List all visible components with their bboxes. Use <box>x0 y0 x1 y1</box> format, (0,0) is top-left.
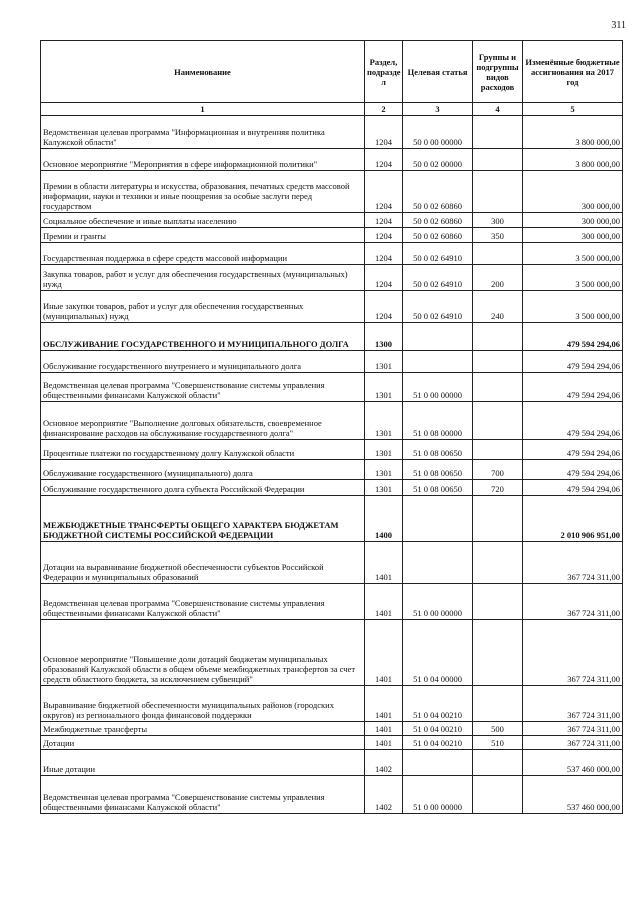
table-row <box>41 722 623 736</box>
cell-name: Дотации <box>41 736 365 750</box>
cell-name: Ведомственная целевая программа "Информационная и внутренняя политика Калужской области" <box>41 116 365 149</box>
cell-section: 1204 <box>365 213 403 228</box>
cell-amount: 3 500 000,00 <box>523 291 623 323</box>
cell-section: 1402 <box>365 776 403 814</box>
cell-section: 1301 <box>365 460 403 480</box>
cell-group <box>473 171 523 213</box>
cell-group: 200 <box>473 265 523 291</box>
cell-amount: 537 460 000,00 <box>523 750 623 776</box>
cell-name: Основное мероприятие "Выполнение долговых обязательств, своевременное финансирование расходов на обслуживание государственного долга" <box>41 402 365 440</box>
cell-amount: 367 724 311,00 <box>523 584 623 620</box>
cell-amount: 479 594 294,06 <box>523 440 623 460</box>
cell-name: Закупка товаров, работ и услуг для обеспечения государственных (муниципальных) нужд <box>41 265 365 291</box>
cell-group: 300 <box>473 213 523 228</box>
table-row <box>41 776 623 814</box>
cell-target <box>403 351 473 373</box>
cell-name: Процентные платежи по государственному долгу Калужской области <box>41 440 365 460</box>
column-number: 4 <box>473 103 523 116</box>
cell-section: 1301 <box>365 351 403 373</box>
cell-name: Ведомственная целевая программа "Совершенствование системы управления общественными финансами Калужской области" <box>41 584 365 620</box>
cell-section: 1401 <box>365 542 403 584</box>
cell-group <box>473 620 523 686</box>
cell-amount: 537 460 000,00 <box>523 776 623 814</box>
cell-target: 51 0 08 00650 <box>403 480 473 496</box>
cell-name: Основное мероприятие "Повышение доли дотаций бюджетам муниципальных образований Калужской области в общем объеме межбюджетных трансфертов за счет средств областного бюджета, за исключением субвенций" <box>41 620 365 686</box>
cell-amount: 3 500 000,00 <box>523 243 623 265</box>
cell-amount: 367 724 311,00 <box>523 620 623 686</box>
cell-section: 1204 <box>365 228 403 243</box>
cell-name: Выравнивание бюджетной обеспеченности муниципальных районов (городских округов) из регионального фонда финансовой поддержки <box>41 686 365 722</box>
cell-section: 1401 <box>365 620 403 686</box>
cell-section: 1301 <box>365 480 403 496</box>
cell-section: 1301 <box>365 440 403 460</box>
page-number: 311 <box>611 20 626 31</box>
cell-target: 50 0 02 64910 <box>403 291 473 323</box>
cell-amount: 367 724 311,00 <box>523 542 623 584</box>
cell-section: 1204 <box>365 149 403 171</box>
table-row <box>41 373 623 402</box>
cell-amount: 367 724 311,00 <box>523 686 623 722</box>
cell-group <box>473 686 523 722</box>
cell-amount: 479 594 294,06 <box>523 351 623 373</box>
cell-target <box>403 323 473 351</box>
cell-name: Премии в области литературы и искусства, образования, печатных средств массовой информации, науки и техники и иные поощрения за особые заслуги перед государством <box>41 171 365 213</box>
table-row <box>41 171 623 213</box>
cell-group: 350 <box>473 228 523 243</box>
cell-amount: 300 000,00 <box>523 213 623 228</box>
cell-group <box>473 323 523 351</box>
header-group: Группы и подгруппы видов расходов <box>473 41 523 103</box>
table-row <box>41 686 623 722</box>
cell-section: 1300 <box>365 323 403 351</box>
cell-section: 1204 <box>365 243 403 265</box>
table-row <box>41 228 623 243</box>
cell-group: 700 <box>473 460 523 480</box>
cell-amount: 3 800 000,00 <box>523 116 623 149</box>
cell-amount: 367 724 311,00 <box>523 736 623 750</box>
table-row <box>41 736 623 750</box>
table-row <box>41 243 623 265</box>
cell-target: 50 0 02 60860 <box>403 171 473 213</box>
cell-name: Обслуживание государственного (муниципального) долга <box>41 460 365 480</box>
cell-group <box>473 351 523 373</box>
cell-target: 51 0 08 00650 <box>403 460 473 480</box>
cell-target <box>403 542 473 584</box>
cell-name: Обслуживание государственного долга субъекта Российской Федерации <box>41 480 365 496</box>
cell-target <box>403 496 473 542</box>
cell-section: 1204 <box>365 171 403 213</box>
cell-section: 1400 <box>365 496 403 542</box>
cell-target: 50 0 02 64910 <box>403 243 473 265</box>
cell-group <box>473 440 523 460</box>
cell-name: МЕЖБЮДЖЕТНЫЕ ТРАНСФЕРТЫ ОБЩЕГО ХАРАКТЕРА БЮДЖЕТАМ БЮДЖЕТНОЙ СИСТЕМЫ РОССИЙСКОЙ ФЕДЕРАЦИИ <box>41 496 365 542</box>
table-row <box>41 291 623 323</box>
cell-name: Ведомственная целевая программа "Совершенствование системы управления общественными финансами Калужской области" <box>41 776 365 814</box>
cell-name: Обслуживание государственного внутреннего и муниципального долга <box>41 351 365 373</box>
column-number: 5 <box>523 103 623 116</box>
cell-group: 720 <box>473 480 523 496</box>
cell-target: 51 0 04 00210 <box>403 736 473 750</box>
cell-name: Иные закупки товаров, работ и услуг для обеспечения государственных (муниципальных) нужд <box>41 291 365 323</box>
cell-target: 51 0 04 00210 <box>403 686 473 722</box>
cell-name: Иные дотации <box>41 750 365 776</box>
header-row <box>41 41 623 103</box>
cell-group: 510 <box>473 736 523 750</box>
table-row <box>41 402 623 440</box>
cell-amount: 479 594 294,06 <box>523 323 623 351</box>
table-row <box>41 496 623 542</box>
cell-section: 1401 <box>365 584 403 620</box>
cell-group <box>473 402 523 440</box>
cell-amount: 2 010 906 951,00 <box>523 496 623 542</box>
cell-group <box>473 776 523 814</box>
table-row <box>41 620 623 686</box>
cell-amount: 479 594 294,06 <box>523 480 623 496</box>
cell-target: 51 0 08 00000 <box>403 402 473 440</box>
cell-group <box>473 243 523 265</box>
cell-group: 240 <box>473 291 523 323</box>
cell-section: 1301 <box>365 373 403 402</box>
cell-name: Социальное обеспечение и иные выплаты населению <box>41 213 365 228</box>
cell-section: 1301 <box>365 402 403 440</box>
cell-section: 1204 <box>365 116 403 149</box>
table-row <box>41 213 623 228</box>
cell-amount: 479 594 294,06 <box>523 402 623 440</box>
cell-section: 1204 <box>365 291 403 323</box>
cell-group <box>473 373 523 402</box>
cell-target: 51 0 08 00650 <box>403 440 473 460</box>
column-number: 1 <box>41 103 365 116</box>
header-name: Наименование <box>41 41 365 103</box>
cell-group <box>473 750 523 776</box>
cell-target: 50 0 02 64910 <box>403 265 473 291</box>
cell-target: 51 0 00 00000 <box>403 373 473 402</box>
table-row <box>41 116 623 149</box>
table-row <box>41 351 623 373</box>
cell-amount: 3 500 000,00 <box>523 265 623 291</box>
table-row <box>41 323 623 351</box>
table-row <box>41 542 623 584</box>
cell-name: Дотации на выравнивание бюджетной обеспеченности субъектов Российской Федерации и муниципальных образований <box>41 542 365 584</box>
cell-target: 50 0 00 00000 <box>403 116 473 149</box>
cell-amount: 300 000,00 <box>523 228 623 243</box>
table-row <box>41 440 623 460</box>
cell-group <box>473 542 523 584</box>
cell-name: ОБСЛУЖИВАНИЕ ГОСУДАРСТВЕННОГО И МУНИЦИПАЛЬНОГО ДОЛГА <box>41 323 365 351</box>
table-row <box>41 750 623 776</box>
budget-table <box>40 40 623 814</box>
cell-amount: 300 000,00 <box>523 171 623 213</box>
cell-target: 50 0 02 60860 <box>403 228 473 243</box>
cell-name: Основное мероприятие "Мероприятия в сфере информационной политики" <box>41 149 365 171</box>
column-number: 3 <box>403 103 473 116</box>
table-row <box>41 480 623 496</box>
cell-target: 51 0 00 00000 <box>403 776 473 814</box>
cell-group <box>473 584 523 620</box>
column-number-row <box>41 103 623 116</box>
table-row <box>41 149 623 171</box>
cell-section: 1401 <box>365 736 403 750</box>
table-row <box>41 265 623 291</box>
table-row <box>41 584 623 620</box>
cell-target: 51 0 04 00210 <box>403 722 473 736</box>
cell-name: Государственная поддержка в сфере средств массовой информации <box>41 243 365 265</box>
cell-group <box>473 496 523 542</box>
table-row <box>41 460 623 480</box>
cell-amount: 479 594 294,06 <box>523 460 623 480</box>
cell-name: Межбюджетные трансферты <box>41 722 365 736</box>
cell-group: 500 <box>473 722 523 736</box>
header-amount: Изменённые бюджетные ассигнования на 2017 год <box>523 41 623 103</box>
cell-section: 1402 <box>365 750 403 776</box>
cell-amount: 367 724 311,00 <box>523 722 623 736</box>
cell-name: Ведомственная целевая программа "Совершенствование системы управления общественными финансами Калужской области" <box>41 373 365 402</box>
cell-amount: 479 594 294,06 <box>523 373 623 402</box>
cell-section: 1401 <box>365 722 403 736</box>
header-target: Целевая статья <box>403 41 473 103</box>
cell-name: Премии и гранты <box>41 228 365 243</box>
cell-target <box>403 750 473 776</box>
cell-group <box>473 116 523 149</box>
header-section: Раздел, подразде л <box>365 41 403 103</box>
column-number: 2 <box>365 103 403 116</box>
cell-target: 50 0 02 00000 <box>403 149 473 171</box>
cell-amount: 3 800 000,00 <box>523 149 623 171</box>
cell-section: 1204 <box>365 265 403 291</box>
cell-target: 50 0 02 60860 <box>403 213 473 228</box>
cell-target: 51 0 04 00000 <box>403 620 473 686</box>
cell-target: 51 0 00 00000 <box>403 584 473 620</box>
cell-section: 1401 <box>365 686 403 722</box>
cell-group <box>473 149 523 171</box>
